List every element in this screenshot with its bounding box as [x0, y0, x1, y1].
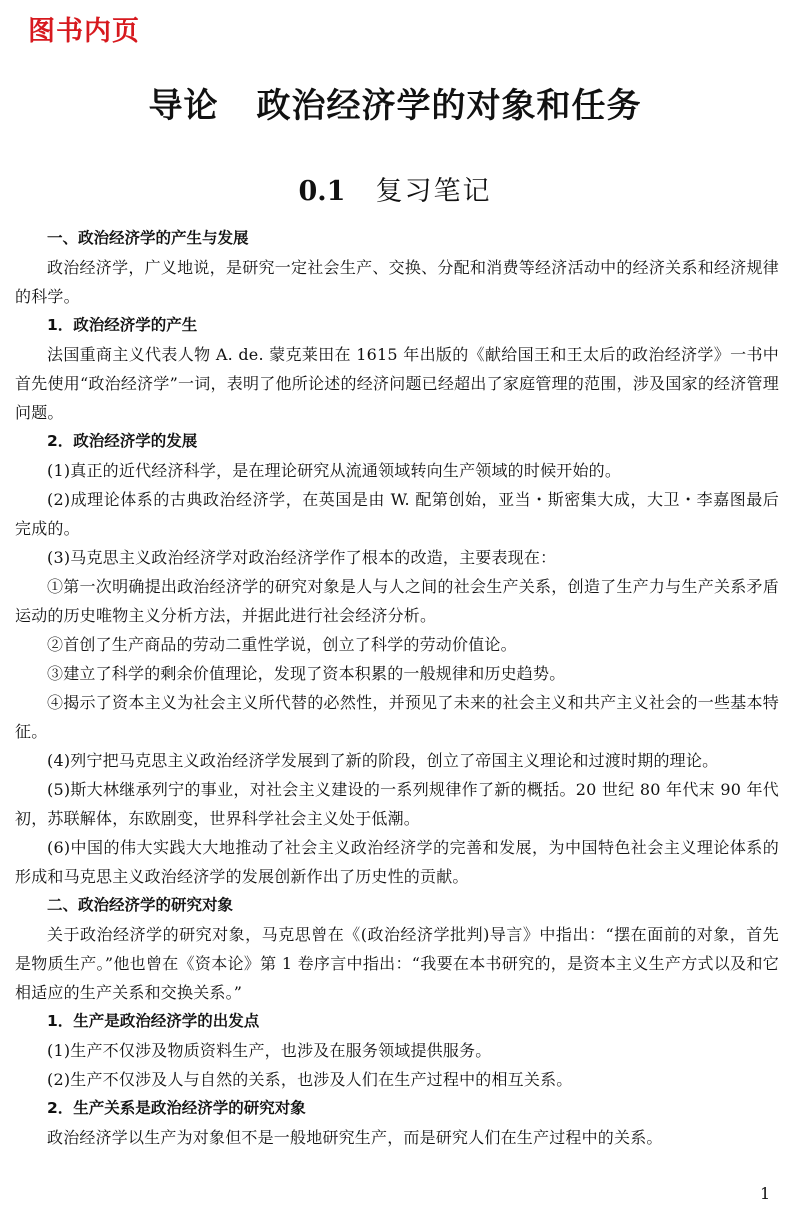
subheading-production-relations: 2．生产关系是政治经济学的研究对象	[47, 1099, 306, 1117]
paragraph-marx-point-2: ②首创了生产商品的劳动二重性学说，创立了科学的劳动价值论。	[47, 635, 517, 654]
section-number: 0.1	[298, 176, 346, 207]
paragraph-development-6: (6)中国的伟大实践大大地推动了社会主义政治经济学的完善和发展，为中国特色社会主义理论体系的形成和马克思主义政治经济学的发展创新作出了历史性的贡献。	[15, 838, 779, 886]
paragraph-development-5: (5)斯大林继承列宁的事业，对社会主义建设的一系列规律作了新的概括。20 世纪 80 年代末 90 年代初，苏联解体，东欧剧变，世界科学社会主义处于低潮。	[15, 780, 779, 828]
paragraph-production-1: (1)生产不仅涉及物质资料生产，也涉及在服务领域提供服务。	[47, 1041, 492, 1060]
paragraph-marx-point-1: ①第一次明确提出政治经济学的研究对象是人与人之间的社会生产关系，创造了生产力与生产关系矛盾运动的历史唯物主义分析方法，并据此进行社会经济分析。	[15, 577, 779, 625]
paragraph-definition: 政治经济学，广义地说，是研究一定社会生产、交换、分配和消费等经济活动中的经济关系和经济规律的科学。	[15, 258, 779, 306]
paragraph-research-object: 关于政治经济学的研究对象，马克思曾在《(政治经济学批判)导言》中指出：“摆在面前的对象，首先是物质生产。”他也曾在《资本论》第 1 卷序言中指出：“我要在本书研究的，是资本主义生产方式以及和它相适应的生产关系和交换关系。”	[15, 925, 779, 1002]
header-label: 图书内页	[28, 16, 140, 47]
chapter-number: 导论	[148, 86, 219, 126]
section-name: 复习笔记	[375, 176, 492, 207]
page-number: 1	[760, 1184, 771, 1203]
heading-origin-development: 一、政治经济学的产生与发展	[47, 229, 249, 247]
paragraph-development-2: (2)成理论体系的古典政治经济学，在英国是由 W. 配第创始，亚当・斯密集大成，大卫・李嘉图最后完成的。	[15, 490, 779, 538]
paragraph-production-relations: 政治经济学以生产为对象但不是一般地研究生产，而是研究人们在生产过程中的关系。	[47, 1128, 663, 1147]
body-text	[15, 224, 779, 1152]
paragraph-development-4: (4)列宁把马克思主义政治经济学发展到了新的阶段，创立了帝国主义理论和过渡时期的理论。	[47, 751, 719, 770]
paragraph-marx-point-3: ③建立了科学的剩余价值理论，发现了资本积累的一般规律和历史趋势。	[47, 664, 566, 683]
paragraph-development-1: (1)真正的近代经济科学，是在理论研究从流通领域转向生产领域的时候开始的。	[47, 461, 622, 480]
heading-research-object: 二、政治经济学的研究对象	[47, 896, 234, 914]
subheading-origin: 1．政治经济学的产生	[47, 316, 198, 334]
chapter-name: 政治经济学的对象和任务	[256, 86, 642, 126]
paragraph-development-3: (3)马克思主义政治经济学对政治经济学作了根本的改造，主要表现在：	[47, 548, 557, 567]
section-title	[0, 172, 790, 212]
paragraph-marx-point-4: ④揭示了资本主义为社会主义所代替的必然性，并预见了未来的社会主义和共产主义社会的一些基本特征。	[15, 693, 779, 741]
chapter-title	[0, 82, 790, 130]
paragraph-origin: 法国重商主义代表人物 A. de. 蒙克莱田在 1615 年出版的《献给国王和王太后的政治经济学》一书中首先使用“政治经济学”一词，表明了他所论述的经济问题已经超出了家庭管理的范围，涉及国家的经济管理问题。	[15, 345, 779, 422]
paragraph-production-2: (2)生产不仅涉及人与自然的关系，也涉及人们在生产过程中的相互关系。	[47, 1070, 573, 1089]
subheading-development: 2．政治经济学的发展	[47, 432, 198, 450]
subheading-production-starting-point: 1．生产是政治经济学的出发点	[47, 1012, 260, 1030]
